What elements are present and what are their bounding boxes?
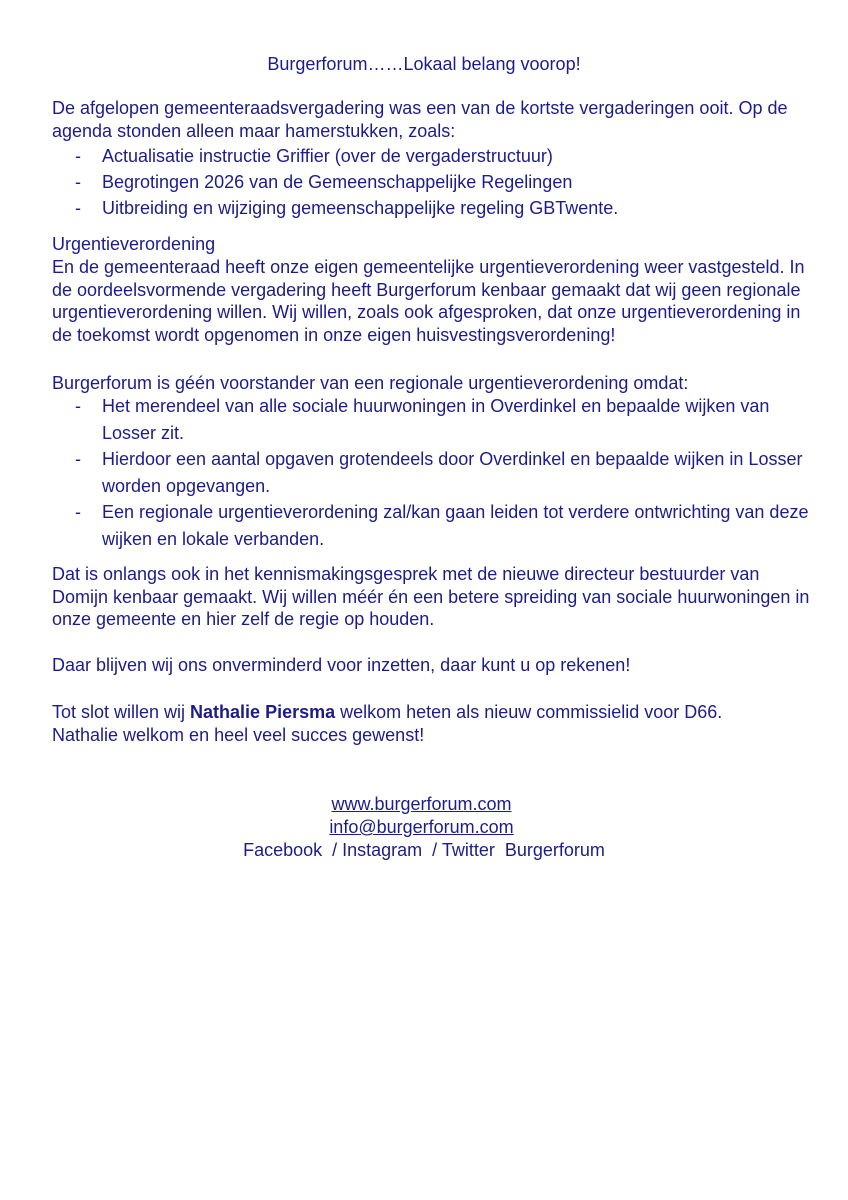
footer-email-line — [0, 816, 848, 839]
inzet-paragraph: Daar blijven wij ons onverminderd voor inzetten, daar kunt u op rekenen! — [52, 655, 631, 675]
list-item — [52, 169, 812, 195]
dash-bullet: - — [75, 449, 81, 469]
list-item — [52, 195, 812, 221]
list-item — [52, 393, 812, 446]
footer-website-line — [0, 793, 848, 816]
closing-text-end: welkom heten als nieuw commissielid voor D66. — [335, 702, 723, 722]
dash-bullet: - — [75, 172, 81, 192]
list-item — [52, 499, 812, 552]
list-item-text: Begrotingen 2026 van de Gemeenschappelijke Regelingen — [102, 172, 573, 192]
list-item-text: Het merendeel van alle sociale huurwoningen in Overdinkel en bepaalde wijken van Losser zit. — [102, 396, 770, 443]
intro-paragraph: De afgelopen gemeenteraadsvergadering was een van de kortste vergaderingen ooit. Op de agenda stonden alleen maar hamerstukken, zoals: — [52, 98, 788, 141]
list-item-text: Hierdoor een aantal opgaven grotendeels door Overdinkel en bepaalde wijken in Losser worden opgevangen. — [102, 449, 803, 496]
reasons-intro: Burgerforum is géén voorstander van een regionale urgentieverordening omdat: — [52, 373, 689, 393]
dash-bullet: - — [75, 146, 81, 166]
dash-bullet: - — [75, 396, 81, 416]
agenda-list — [52, 143, 812, 221]
list-item-text: Actualisatie instructie Griffier (over de vergaderstructuur) — [102, 146, 553, 166]
document-title: Burgerforum……Lokaal belang voorop! — [267, 54, 581, 74]
list-item — [52, 143, 812, 169]
closing-wishes: Nathalie welkom en heel veel succes gewenst! — [52, 724, 425, 745]
social-media-line: Facebook / Instagram / Twitter Burgerforum — [243, 840, 605, 860]
dash-bullet: - — [75, 502, 81, 522]
closing-text-start: Tot slot willen wij — [52, 702, 191, 722]
email-link[interactable]: info@burgerforum.com — [329, 817, 514, 837]
dash-bullet: - — [75, 198, 81, 218]
reasons-list — [52, 393, 812, 552]
list-item-text: Uitbreiding en wijziging gemeenschappelijke regeling GBTwente. — [102, 198, 619, 218]
directeur-paragraph: Dat is onlangs ook in het kennismakingsgesprek met de nieuwe directeur bestuurder van Domijn kenbaar gemaakt. Wij willen méér én een betere spreiding van sociale huurwoningen in onze gemeente en hier zelf de regie op houden. — [52, 564, 810, 630]
section-heading: Urgentieverordening — [52, 234, 216, 254]
list-item-text: Een regionale urgentieverordening zal/kan gaan leiden tot verdere ontwrichting van deze wijken en lokale verbanden. — [102, 502, 809, 549]
closing-paragraph — [52, 701, 812, 746]
section-paragraph: En de gemeenteraad heeft onze eigen gemeentelijke urgentieverordening weer vastgesteld. In de oordeelsvormende vergadering heeft Burgerforum kenbaar gemaakt dat wij geen regionale urgentieverordening willen. Wij willen, zoals ook afgesproken, dat onze urgentieverordening in de toekomst wordt opgenomen in onze eigen huisvestingsverordening! — [52, 257, 805, 345]
new-member-name: Nathalie Piersma — [190, 702, 336, 722]
list-item — [52, 446, 812, 499]
website-link[interactable]: www.burgerforum.com — [331, 794, 512, 814]
